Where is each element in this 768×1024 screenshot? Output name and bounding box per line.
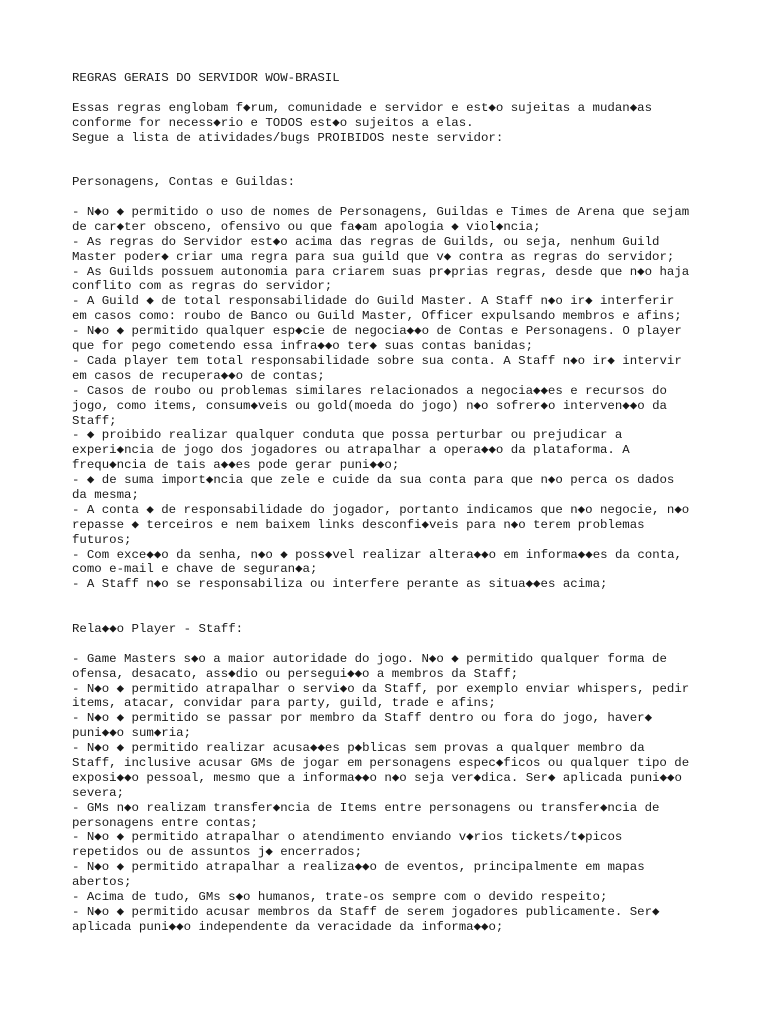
rule-line: futuros; [72, 532, 132, 547]
rule-line: experi◆ncia de jogo dos jogadores ou atrapalhar a opera◆◆o da plataforma. A [72, 443, 630, 458]
rule-line: em casos de recupera◆◆o de contas; [72, 368, 325, 383]
spacer [72, 637, 768, 652]
rule-line: aplicada puni◆◆o independente da veracidade da informa◆◆o; [72, 919, 504, 934]
rule-line: exposi◆◆o pessoal, mesmo que a informa◆◆o n◆o seja ver◆dica. Ser◆ aplicada puni◆◆o [72, 770, 682, 785]
rule-line: - A Staff n◆o se responsabiliza ou interfere perante as situa◆◆es acima; [72, 577, 608, 592]
spacer [72, 86, 768, 101]
intro-line: Segue a lista de atividades/bugs PROIBIDOS neste servidor: [72, 130, 504, 145]
rule-line: em casos como: roubo de Banco ou Guild Master, Officer expulsando membros e afins; [72, 309, 682, 324]
rule-line: - Com exce◆◆o da senha, n◆o ◆ poss◆vel realizar altera◆◆o em informa◆◆es da conta, [72, 547, 682, 562]
rule-line: severa; [72, 785, 125, 800]
rule-line: - Game Masters s◆o a maior autoridade do jogo. N◆o ◆ permitido qualquer forma de [72, 651, 667, 666]
rule-line: - N◆o ◆ permitido atrapalhar o servi◆o da Staff, por exemplo enviar whispers, pedir [72, 681, 690, 696]
rule-line: de car◆ter obsceno, ofensivo ou que fa◆am apologia ◆ viol◆ncia; [72, 219, 541, 234]
rule-line: - N◆o ◆ permitido atrapalhar o atendimento enviando v◆rios tickets/t◆picos [72, 830, 623, 845]
intro-line: conforme for necess◆rio e TODOS est◆o sujeitos a elas. [72, 115, 474, 130]
rule-line: jogo, como items, consum◆veis ou gold(moeda do jogo) n◆o sofrer◆o interven◆◆o da [72, 398, 667, 413]
document-title: REGRAS GERAIS DO SERVIDOR WOW-BRASIL [72, 71, 340, 85]
spacer [72, 592, 768, 622]
section-heading: Rela◆◆o Player - Staff: [72, 621, 244, 636]
rule-line: conflito com as regras do servidor; [72, 279, 333, 294]
rule-line: frequ◆ncia de tais a◆◆es pode gerar puni◆◆o; [72, 458, 400, 473]
rule-line: - Casos de roubo ou problemas similares relacionados a negocia◆◆es e recursos do [72, 383, 667, 398]
rule-line: que for pego cometendo essa infra◆◆o ter◆ suas contas banidas; [72, 339, 534, 354]
rule-line: items, atacar, convidar para party, guild, trade e afins; [72, 696, 496, 711]
rule-line: - A Guild ◆ de total responsabilidade do Guild Master. A Staff n◆o ir◆ interferir [72, 294, 675, 309]
rule-line: da mesma; [72, 487, 139, 502]
rule-line: - GMs n◆o realizam transfer◆ncia de Items entre personagens ou transfer◆ncia de [72, 800, 660, 815]
rule-line: - Cada player tem total responsabilidade sobre sua conta. A Staff n◆o ir◆ intervir [72, 353, 682, 368]
intro-paragraph [72, 101, 768, 146]
rule-line: - As Guilds possuem autonomia para criarem suas pr◆prias regras, desde que n◆o haja [72, 264, 690, 279]
rule-line: - As regras do Servidor est◆o acima das regras de Guilds, ou seja, nenhum Guild [72, 234, 660, 249]
rule-line: - N◆o ◆ permitido realizar acusa◆◆es p◆blicas sem provas a qualquer membro da [72, 741, 645, 756]
spacer [72, 145, 768, 175]
rule-line: - A conta ◆ de responsabilidade do jogador, portanto indicamos que n◆o negocie, n◆o [72, 502, 690, 517]
rule-line: abertos; [72, 875, 132, 890]
section-player-staff-relation [72, 622, 768, 935]
rule-line: Staff; [72, 413, 117, 428]
rule-line: - N◆o ◆ permitido o uso de nomes de Personagens, Guildas e Times de Arena que sejam [72, 205, 690, 220]
rule-line: repetidos ou de assuntos j◆ encerrados; [72, 845, 363, 860]
rule-line: - N◆o ◆ permitido atrapalhar a realiza◆◆o de eventos, principalmente em mapas [72, 860, 645, 875]
rule-line: - N◆o ◆ permitido acusar membros da Staff de serem jogadores publicamente. Ser◆ [72, 904, 660, 919]
rule-line: - ◆ de suma import◆ncia que zele e cuide da sua conta para que n◆o perca os dados [72, 473, 675, 488]
intro-line: Essas regras englobam f◆rum, comunidade e servidor e est◆o sujeitas a mudan◆as [72, 100, 653, 115]
rule-line: ofensa, desacato, ass◆dio ou persegui◆◆o a membros da Staff; [72, 666, 519, 681]
rule-line: - ◆ proibido realizar qualquer conduta que possa perturbar ou prejudicar a [72, 428, 623, 443]
rule-line: - N◆o ◆ permitido se passar por membro da Staff dentro ou fora do jogo, haver◆ [72, 711, 653, 726]
rule-line: - N◆o ◆ permitido qualquer esp◆cie de negocia◆◆o de Contas e Personagens. O player [72, 324, 682, 339]
section-heading: Personagens, Contas e Guildas: [72, 175, 296, 190]
rule-line: personagens entre contas; [72, 815, 258, 830]
rule-line: como e-mail e chave de seguran◆a; [72, 562, 318, 577]
rule-line: Staff, inclusive acusar GMs de jogar em personagens espec◆ficos ou qualquer tipo de [72, 756, 690, 770]
spacer [72, 190, 768, 205]
rule-line: repasse ◆ terceiros e nem baixem links desconfi◆veis para n◆o terem problemas [72, 517, 645, 532]
rule-line: puni◆◆o sum◆ria; [72, 726, 192, 741]
rule-line: - Acima de tudo, GMs s◆o humanos, trate-os sempre com o devido respeito; [72, 890, 608, 905]
rule-line: Master poder◆ criar uma regra para sua guild que v◆ contra as regras do servidor; [72, 249, 675, 264]
section-characters-accounts-guilds [72, 175, 768, 592]
